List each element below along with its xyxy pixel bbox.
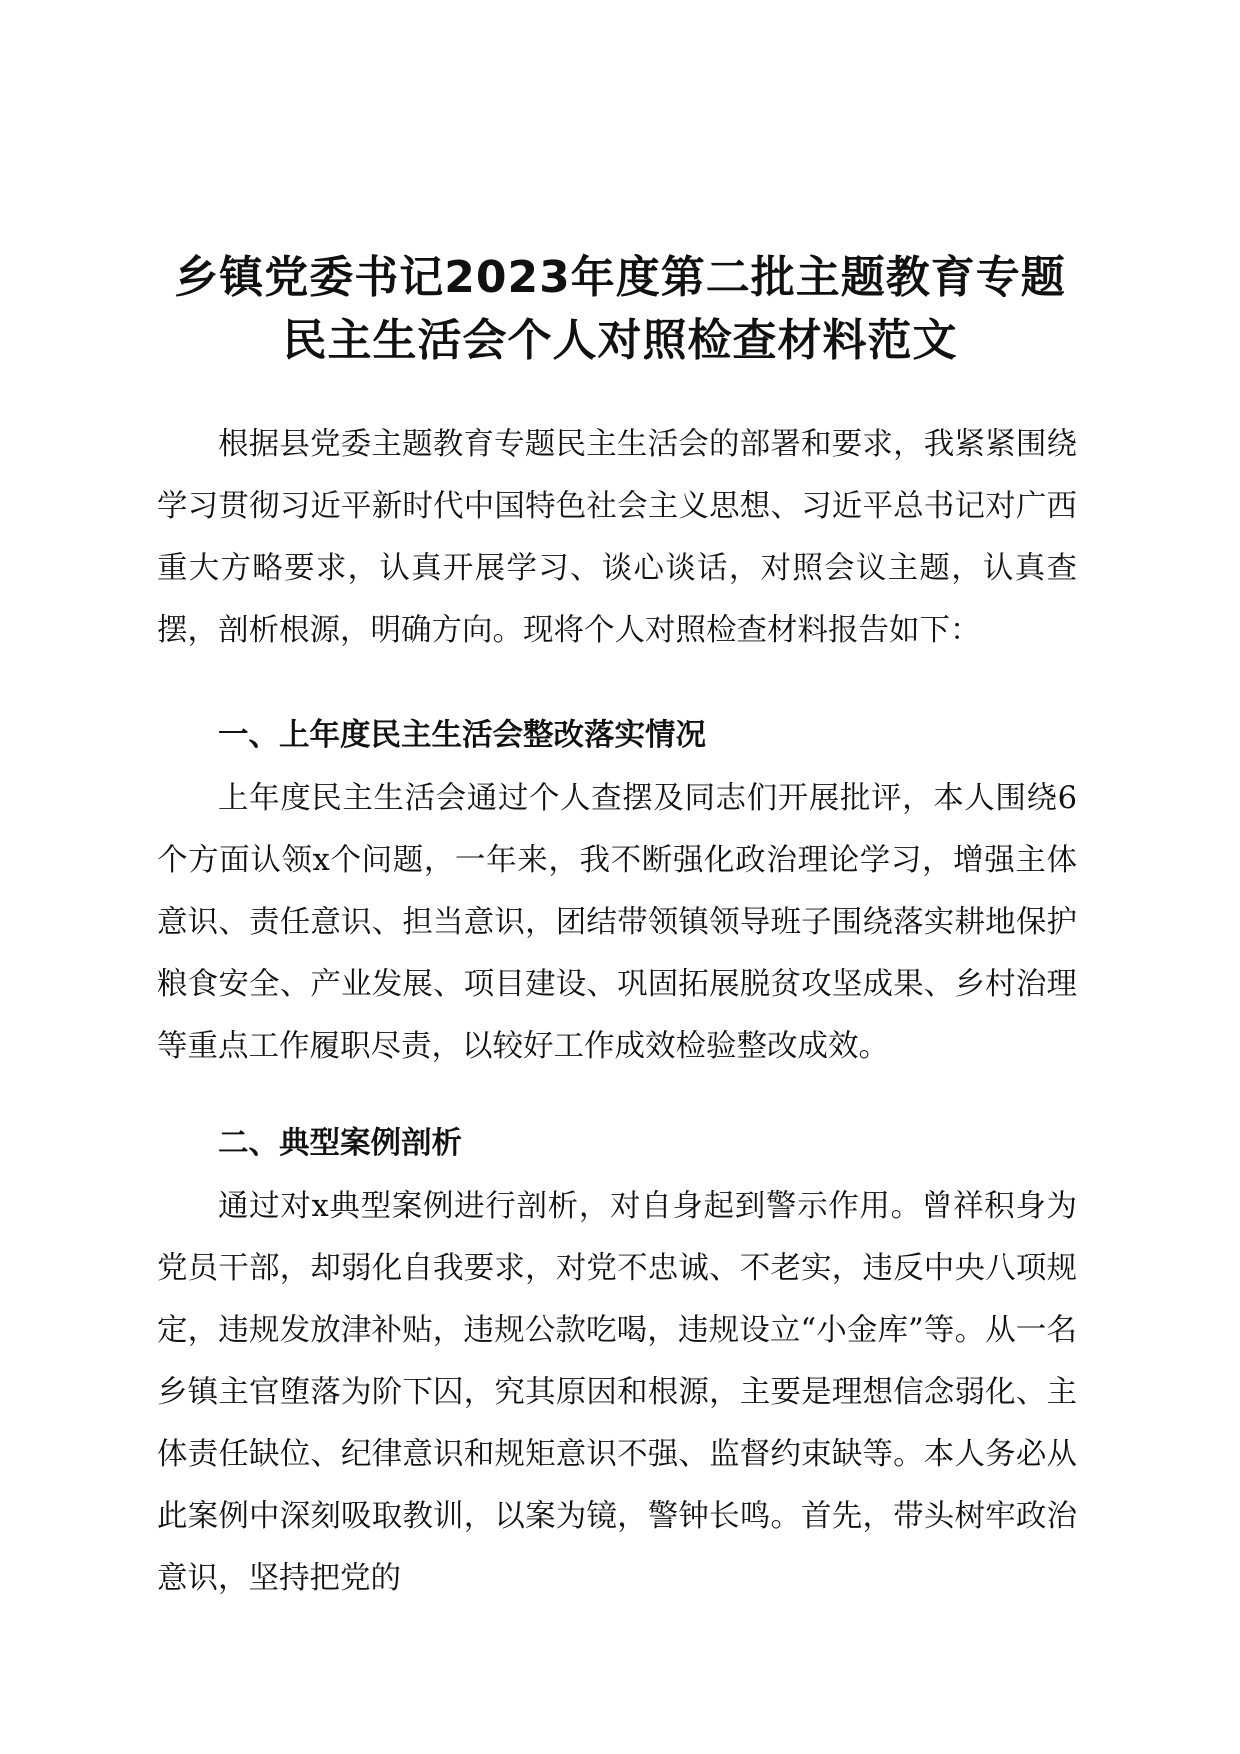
section-1-paragraph: 上年度民主生活会通过个人查摆及同志们开展批评，本人围绕6个方面认领x个问题，一年来，我不断强化政治理论学习，增强主体意识、责任意识、担当意识，团结带领镇领导班子围绕落实耕地保护粮食安全、产业发展、项目建设、巩固拓展脱贫攻坚成果、乡村治理等重点工作履职尽责，以较好工作成效检验整改成效。 bbox=[157, 781, 1077, 1064]
document-title-line-2: 民主生活会个人对照检查材料范文 bbox=[282, 315, 958, 366]
section-1-heading: 一、上年度民主生活会整改落实情况 bbox=[218, 718, 706, 753]
intro-paragraph: 根据县党委主题教育专题民主生活会的部署和要求，我紧紧围绕学习贯彻习近平新时代中国特色社会主义思想、习近平总书记对广西重大方略要求，认真开展学习、谈心谈话，对照会议主题，认真查摆，剖析根源，明确方向。现将个人对照检查材料报告如下： bbox=[157, 427, 1077, 648]
document-title-line-1: 乡镇党委书记2023年度第二批主题教育专题 bbox=[174, 252, 1066, 303]
section-2-heading: 二、典型案例剖析 bbox=[218, 1126, 462, 1161]
section-2-paragraph: 通过对x典型案例进行剖析，对自身起到警示作用。曾祥积身为党员干部，却弱化自我要求，对党不忠诚、不老实，违反中央八项规定，违规发放津补贴，违规公款吃喝，违规设立“小金库”等。从一名乡镇主官堕落为阶下囚，究其原因和根源，主要是理想信念弱化、主体责任缺位、纪律意识和规矩意识不强、监督约束缺等。本人务必从此案例中深刻吸取教训，以案为镜，警钟长鸣。首先，带头树牢政治意识，坚持把党的 bbox=[157, 1189, 1077, 1596]
